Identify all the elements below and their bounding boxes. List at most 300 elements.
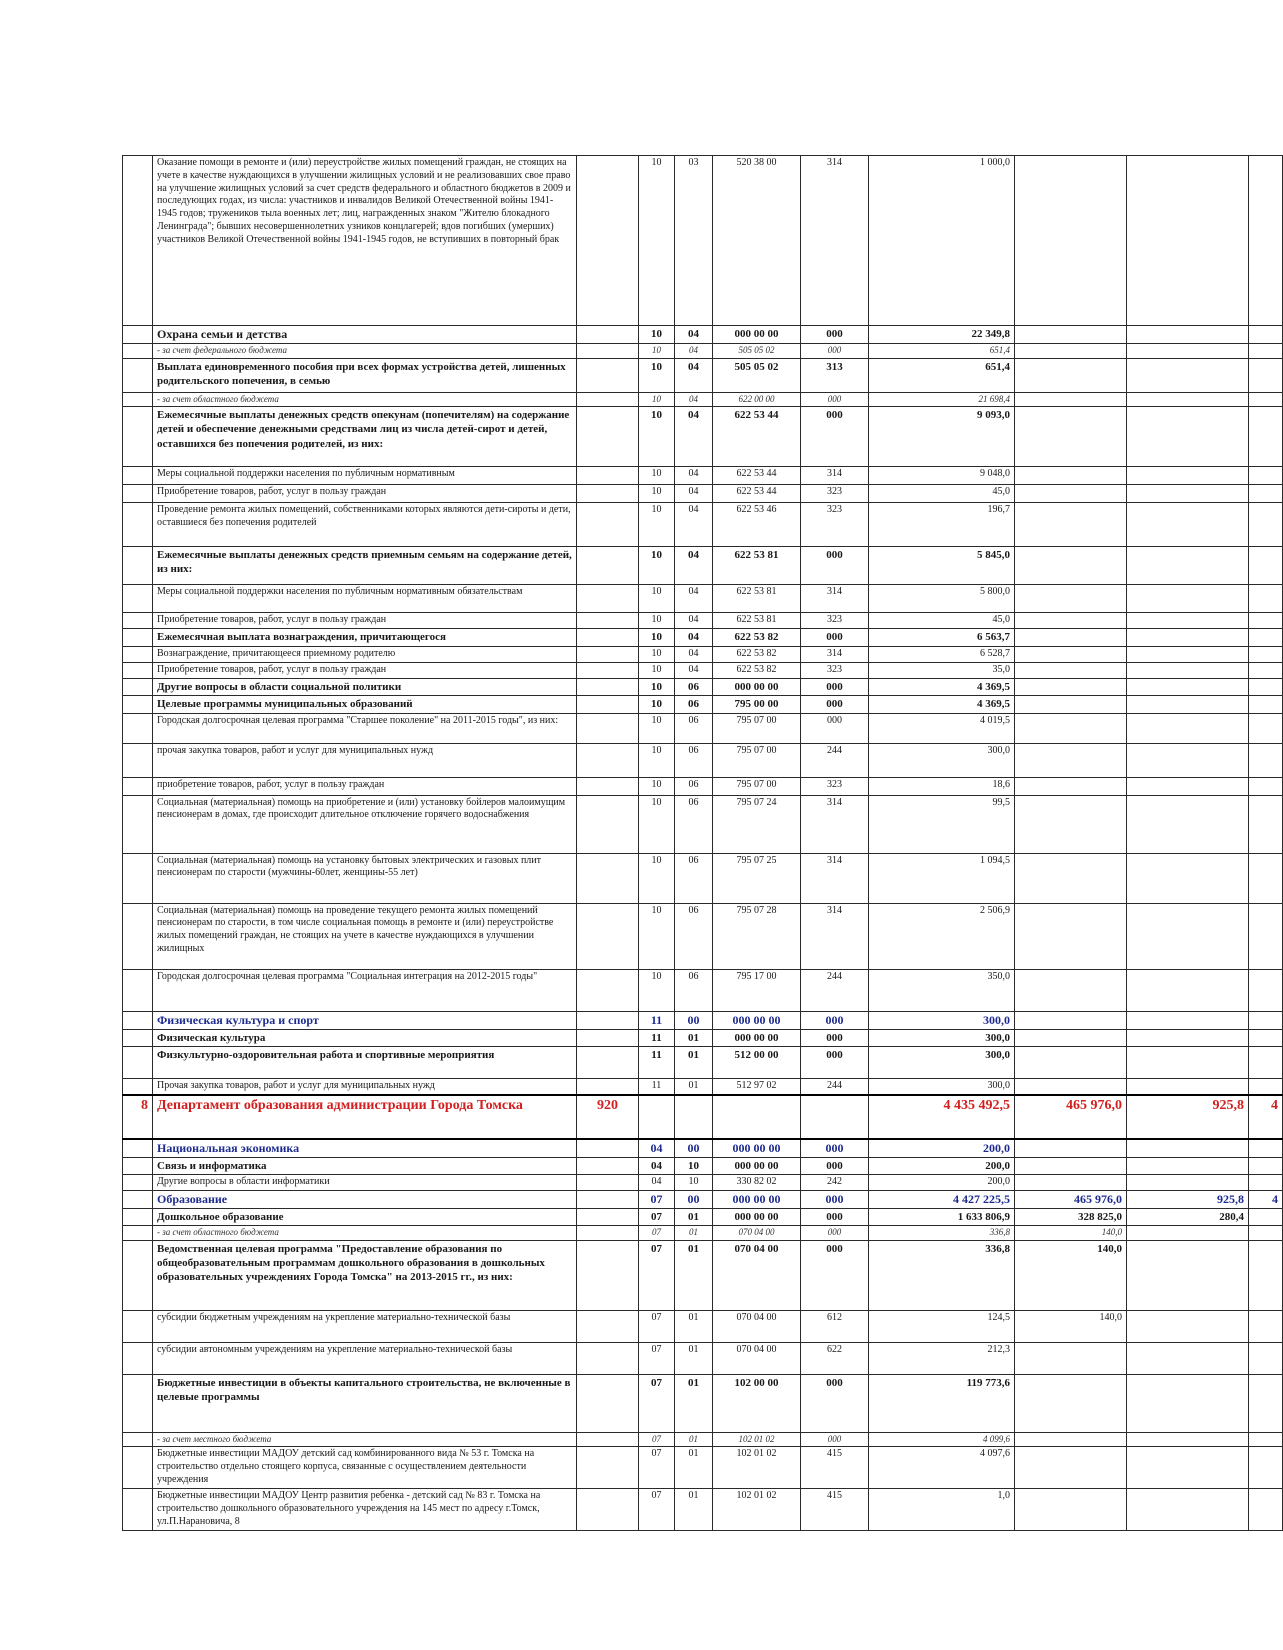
cell-s4 xyxy=(1249,1209,1283,1226)
cell-rz: 10 xyxy=(639,696,675,713)
cell-vedom xyxy=(577,547,639,585)
cell-name: Связь и информатика xyxy=(153,1158,577,1175)
cell-rz: 07 xyxy=(639,1310,675,1342)
cell-csr: 622 53 82 xyxy=(713,647,801,663)
cell-csr: 622 53 81 xyxy=(713,613,801,629)
cell-s1: 4 369,5 xyxy=(869,679,1015,696)
cell-s3 xyxy=(1127,696,1249,713)
cell-vr: 000 xyxy=(801,344,869,359)
cell-s4 xyxy=(1249,777,1283,795)
cell-num xyxy=(123,1489,153,1531)
cell-s1: 300,0 xyxy=(869,1078,1015,1094)
table-row xyxy=(123,795,1283,853)
cell-name: Меры социальной поддержки населения по публичным нормативным обязательствам xyxy=(153,585,577,613)
cell-name: - за счет областного бюджета xyxy=(153,1226,577,1241)
cell-name: Социальная (материальная) помощь на приобретение и (или) установку бойлеров малоимущим пенсионерам в домах, где происходит длительное отключение горячего водоснабжения xyxy=(153,795,577,853)
cell-num xyxy=(123,326,153,344)
cell-s1: 350,0 xyxy=(869,969,1015,1011)
cell-csr: 070 04 00 xyxy=(713,1342,801,1374)
cell-rz: 11 xyxy=(639,1011,675,1029)
cell-vedom xyxy=(577,1240,639,1310)
cell-pr: 10 xyxy=(675,1158,713,1175)
cell-s2 xyxy=(1015,485,1127,503)
cell-pr: 04 xyxy=(675,407,713,467)
cell-pr xyxy=(675,1095,713,1139)
cell-vr: 000 xyxy=(801,1139,869,1158)
cell-s1: 99,5 xyxy=(869,795,1015,853)
cell-num xyxy=(123,407,153,467)
cell-name: Вознаграждение, причитающееся приемному родителю xyxy=(153,647,577,663)
cell-vr xyxy=(801,1095,869,1139)
cell-s3 xyxy=(1127,326,1249,344)
table-row xyxy=(123,156,1283,326)
cell-s1: 196,7 xyxy=(869,503,1015,547)
cell-name: Другие вопросы в области информатики xyxy=(153,1175,577,1191)
table-row xyxy=(123,629,1283,647)
cell-s4: 4 xyxy=(1249,1095,1283,1139)
cell-vr: 000 xyxy=(801,1209,869,1226)
cell-vedom xyxy=(577,969,639,1011)
cell-csr: 622 53 82 xyxy=(713,629,801,647)
cell-rz: 10 xyxy=(639,392,675,407)
cell-csr: 512 97 02 xyxy=(713,1078,801,1094)
cell-name: Национальная экономика xyxy=(153,1139,577,1158)
cell-rz: 10 xyxy=(639,903,675,969)
cell-s1: 5 800,0 xyxy=(869,585,1015,613)
cell-pr: 06 xyxy=(675,713,713,743)
cell-name: прочая закупка товаров, работ и услуг для муниципальных нужд xyxy=(153,743,577,777)
cell-s3: 925,8 xyxy=(1127,1095,1249,1139)
cell-pr: 04 xyxy=(675,585,713,613)
cell-s2: 465 976,0 xyxy=(1015,1191,1127,1209)
cell-s1: 336,8 xyxy=(869,1240,1015,1310)
cell-rz: 07 xyxy=(639,1374,675,1432)
cell-s3 xyxy=(1127,1175,1249,1191)
cell-name: Социальная (материальная) помощь на проведение текущего ремонта жилых помещений пенсионерам по старости, в том числе социальная помощь в ремонте и (или) переустройстве жилых помещений граждан, не стоящих на учете в качестве нуждающихся в улучшении жилищных xyxy=(153,903,577,969)
cell-num xyxy=(123,467,153,485)
cell-s3 xyxy=(1127,647,1249,663)
cell-s3 xyxy=(1127,1342,1249,1374)
table-row xyxy=(123,1240,1283,1310)
cell-vr: 415 xyxy=(801,1447,869,1489)
cell-num xyxy=(123,1374,153,1432)
table-row xyxy=(123,585,1283,613)
table-row xyxy=(123,1374,1283,1432)
cell-vr: 000 xyxy=(801,713,869,743)
table-row xyxy=(123,679,1283,696)
cell-csr: 000 00 00 xyxy=(713,1139,801,1158)
cell-name: Городская долгосрочная целевая программа "Старшее поколение" на 2011-2015 годы", из них: xyxy=(153,713,577,743)
cell-s4 xyxy=(1249,903,1283,969)
cell-num xyxy=(123,1447,153,1489)
cell-s2: 140,0 xyxy=(1015,1226,1127,1241)
cell-name: Охрана семьи и детства xyxy=(153,326,577,344)
cell-s1: 4 019,5 xyxy=(869,713,1015,743)
cell-rz: 04 xyxy=(639,1175,675,1191)
cell-vr: 244 xyxy=(801,743,869,777)
cell-csr: 795 07 00 xyxy=(713,743,801,777)
cell-s3 xyxy=(1127,1374,1249,1432)
cell-num xyxy=(123,1078,153,1094)
cell-pr: 03 xyxy=(675,156,713,326)
cell-s3 xyxy=(1127,903,1249,969)
cell-s4 xyxy=(1249,679,1283,696)
cell-num xyxy=(123,1191,153,1209)
cell-s4 xyxy=(1249,485,1283,503)
cell-num xyxy=(123,647,153,663)
cell-pr: 04 xyxy=(675,629,713,647)
cell-s3 xyxy=(1127,743,1249,777)
cell-s4 xyxy=(1249,1175,1283,1191)
cell-vr: 323 xyxy=(801,485,869,503)
cell-vedom xyxy=(577,1158,639,1175)
table-row xyxy=(123,1046,1283,1078)
cell-vr: 242 xyxy=(801,1175,869,1191)
cell-name: Приобретение товаров, работ, услуг в пользу граждан xyxy=(153,613,577,629)
cell-vr: 000 xyxy=(801,1240,869,1310)
cell-s4 xyxy=(1249,1432,1283,1447)
cell-num xyxy=(123,1209,153,1226)
table-row xyxy=(123,743,1283,777)
cell-pr: 01 xyxy=(675,1240,713,1310)
cell-s3 xyxy=(1127,1310,1249,1342)
cell-vedom xyxy=(577,392,639,407)
cell-vr: 314 xyxy=(801,853,869,903)
cell-vr: 000 xyxy=(801,1191,869,1209)
table-row xyxy=(123,613,1283,629)
cell-vr: 313 xyxy=(801,358,869,392)
cell-s1: 1 094,5 xyxy=(869,853,1015,903)
cell-s2 xyxy=(1015,392,1127,407)
cell-name: - за счет федерального бюджета xyxy=(153,344,577,359)
cell-s3 xyxy=(1127,485,1249,503)
cell-rz: 10 xyxy=(639,663,675,679)
cell-s4 xyxy=(1249,392,1283,407)
cell-s3 xyxy=(1127,1489,1249,1531)
cell-s1: 300,0 xyxy=(869,1029,1015,1046)
cell-s1: 5 845,0 xyxy=(869,547,1015,585)
cell-pr: 04 xyxy=(675,613,713,629)
cell-s1: 300,0 xyxy=(869,743,1015,777)
cell-num xyxy=(123,663,153,679)
cell-num xyxy=(123,903,153,969)
cell-rz: 10 xyxy=(639,679,675,696)
cell-csr: 505 05 02 xyxy=(713,358,801,392)
cell-s1: 200,0 xyxy=(869,1139,1015,1158)
cell-pr: 04 xyxy=(675,392,713,407)
cell-s1: 4 427 225,5 xyxy=(869,1191,1015,1209)
cell-vr: 415 xyxy=(801,1489,869,1531)
cell-vr: 314 xyxy=(801,156,869,326)
cell-rz: 10 xyxy=(639,407,675,467)
cell-vedom xyxy=(577,743,639,777)
cell-vr: 000 xyxy=(801,1432,869,1447)
cell-rz: 10 xyxy=(639,344,675,359)
cell-s1: 200,0 xyxy=(869,1175,1015,1191)
cell-s4 xyxy=(1249,1342,1283,1374)
cell-rz: 10 xyxy=(639,585,675,613)
cell-s3 xyxy=(1127,679,1249,696)
table-row xyxy=(123,344,1283,359)
cell-name: Прочая закупка товаров, работ и услуг для муниципальных нужд xyxy=(153,1078,577,1094)
cell-num xyxy=(123,1139,153,1158)
budget-table-body xyxy=(123,156,1283,1531)
table-row xyxy=(123,647,1283,663)
cell-vedom xyxy=(577,485,639,503)
cell-s2 xyxy=(1015,407,1127,467)
cell-csr: 330 82 02 xyxy=(713,1175,801,1191)
cell-s2 xyxy=(1015,1139,1127,1158)
cell-rz: 11 xyxy=(639,1029,675,1046)
cell-rz: 07 xyxy=(639,1489,675,1531)
cell-vedom: 920 xyxy=(577,1095,639,1139)
cell-vedom xyxy=(577,853,639,903)
cell-pr: 01 xyxy=(675,1046,713,1078)
cell-num xyxy=(123,585,153,613)
cell-s1: 4 435 492,5 xyxy=(869,1095,1015,1139)
cell-rz: 10 xyxy=(639,647,675,663)
cell-name: Другие вопросы в области социальной политики xyxy=(153,679,577,696)
cell-vedom xyxy=(577,1447,639,1489)
cell-s2 xyxy=(1015,1158,1127,1175)
cell-s1: 4 099,6 xyxy=(869,1432,1015,1447)
cell-name: Приобретение товаров, работ, услуг в пользу граждан xyxy=(153,663,577,679)
cell-num xyxy=(123,485,153,503)
cell-s2 xyxy=(1015,358,1127,392)
cell-pr: 01 xyxy=(675,1432,713,1447)
cell-rz: 07 xyxy=(639,1432,675,1447)
cell-pr: 06 xyxy=(675,696,713,713)
table-row xyxy=(123,392,1283,407)
cell-s1: 2 506,9 xyxy=(869,903,1015,969)
cell-csr: 000 00 00 xyxy=(713,1011,801,1029)
cell-s3 xyxy=(1127,503,1249,547)
table-row xyxy=(123,696,1283,713)
cell-s2 xyxy=(1015,647,1127,663)
cell-vr: 000 xyxy=(801,326,869,344)
cell-rz: 07 xyxy=(639,1240,675,1310)
cell-vedom xyxy=(577,679,639,696)
table-row xyxy=(123,1139,1283,1158)
cell-s2: 140,0 xyxy=(1015,1310,1127,1342)
cell-s4 xyxy=(1249,696,1283,713)
cell-name: Физкультурно-оздоровительная работа и спортивные мероприятия xyxy=(153,1046,577,1078)
cell-s3: 925,8 xyxy=(1127,1191,1249,1209)
cell-num: 8 xyxy=(123,1095,153,1139)
cell-vr: 000 xyxy=(801,1226,869,1241)
cell-vedom xyxy=(577,1175,639,1191)
cell-csr: 795 07 28 xyxy=(713,903,801,969)
cell-s3 xyxy=(1127,1447,1249,1489)
cell-vedom xyxy=(577,1310,639,1342)
cell-name: Физическая культура и спорт xyxy=(153,1011,577,1029)
cell-pr: 01 xyxy=(675,1226,713,1241)
cell-csr: 000 00 00 xyxy=(713,1209,801,1226)
cell-vedom xyxy=(577,407,639,467)
cell-num xyxy=(123,392,153,407)
cell-csr: 622 00 00 xyxy=(713,392,801,407)
cell-vr: 314 xyxy=(801,795,869,853)
table-row xyxy=(123,853,1283,903)
cell-pr: 06 xyxy=(675,743,713,777)
cell-csr: 622 53 81 xyxy=(713,547,801,585)
cell-num xyxy=(123,1310,153,1342)
cell-vedom xyxy=(577,1078,639,1094)
cell-vedom xyxy=(577,1342,639,1374)
cell-s3: 280,4 xyxy=(1127,1209,1249,1226)
cell-name: приобретение товаров, работ, услуг в пользу граждан xyxy=(153,777,577,795)
cell-csr: 520 38 00 xyxy=(713,156,801,326)
cell-num xyxy=(123,1158,153,1175)
cell-csr: 070 04 00 xyxy=(713,1226,801,1241)
cell-pr: 04 xyxy=(675,467,713,485)
cell-vedom xyxy=(577,647,639,663)
cell-s2 xyxy=(1015,1447,1127,1489)
cell-s1: 9 048,0 xyxy=(869,467,1015,485)
cell-vedom xyxy=(577,629,639,647)
cell-s4 xyxy=(1249,1447,1283,1489)
cell-vedom xyxy=(577,1029,639,1046)
cell-name: Выплата единовременного пособия при всех формах устройства детей, лишенных родительского попечения, в семью xyxy=(153,358,577,392)
cell-s4 xyxy=(1249,407,1283,467)
cell-s4 xyxy=(1249,156,1283,326)
cell-s4 xyxy=(1249,713,1283,743)
cell-name: Дошкольное образование xyxy=(153,1209,577,1226)
cell-vr: 000 xyxy=(801,1029,869,1046)
table-row xyxy=(123,485,1283,503)
cell-num xyxy=(123,613,153,629)
cell-pr: 04 xyxy=(675,344,713,359)
cell-s4 xyxy=(1249,663,1283,679)
cell-name: Меры социальной поддержки населения по публичным нормативным xyxy=(153,467,577,485)
cell-num xyxy=(123,969,153,1011)
cell-rz: 10 xyxy=(639,547,675,585)
cell-csr xyxy=(713,1095,801,1139)
cell-s2: 140,0 xyxy=(1015,1240,1127,1310)
cell-pr: 01 xyxy=(675,1374,713,1432)
cell-rz: 07 xyxy=(639,1191,675,1209)
cell-csr: 795 00 00 xyxy=(713,696,801,713)
cell-rz: 07 xyxy=(639,1342,675,1374)
cell-rz: 10 xyxy=(639,777,675,795)
cell-s1: 200,0 xyxy=(869,1158,1015,1175)
cell-name: Ежемесячные выплаты денежных средств приемным семьям на содержание детей, из них: xyxy=(153,547,577,585)
cell-vedom xyxy=(577,326,639,344)
table-row xyxy=(123,969,1283,1011)
cell-num xyxy=(123,629,153,647)
cell-vedom xyxy=(577,344,639,359)
cell-s2 xyxy=(1015,743,1127,777)
cell-vedom xyxy=(577,1046,639,1078)
cell-csr: 622 53 44 xyxy=(713,407,801,467)
cell-s1: 21 698,4 xyxy=(869,392,1015,407)
cell-num xyxy=(123,1011,153,1029)
cell-name: Городская долгосрочная целевая программа "Социальная интеграция на 2012-2015 годы" xyxy=(153,969,577,1011)
cell-s1: 124,5 xyxy=(869,1310,1015,1342)
table-row xyxy=(123,713,1283,743)
table-row xyxy=(123,903,1283,969)
cell-s3 xyxy=(1127,1240,1249,1310)
cell-pr: 04 xyxy=(675,503,713,547)
cell-vedom xyxy=(577,696,639,713)
cell-vr: 000 xyxy=(801,547,869,585)
cell-csr: 622 53 44 xyxy=(713,485,801,503)
cell-s4 xyxy=(1249,1158,1283,1175)
cell-pr: 06 xyxy=(675,969,713,1011)
cell-s2 xyxy=(1015,613,1127,629)
cell-s1: 212,3 xyxy=(869,1342,1015,1374)
cell-csr: 102 01 02 xyxy=(713,1489,801,1531)
cell-s2 xyxy=(1015,547,1127,585)
cell-s2 xyxy=(1015,679,1127,696)
cell-rz: 10 xyxy=(639,467,675,485)
cell-s4 xyxy=(1249,1011,1283,1029)
cell-rz xyxy=(639,1095,675,1139)
cell-csr: 000 00 00 xyxy=(713,326,801,344)
table-row xyxy=(123,1191,1283,1209)
cell-rz: 10 xyxy=(639,853,675,903)
cell-pr: 01 xyxy=(675,1078,713,1094)
cell-vr: 314 xyxy=(801,903,869,969)
cell-vr: 612 xyxy=(801,1310,869,1342)
cell-s2 xyxy=(1015,1432,1127,1447)
cell-vedom xyxy=(577,1432,639,1447)
cell-s2 xyxy=(1015,1175,1127,1191)
table-row xyxy=(123,1095,1283,1139)
cell-s4 xyxy=(1249,1240,1283,1310)
cell-s3 xyxy=(1127,1046,1249,1078)
cell-name: Ведомственная целевая программа "Предоставление образования по общеобразовательным программам дошкольного образования в дошкольных образовательных учреждениях Города Томска" на 2013-2015 гг., из них: xyxy=(153,1240,577,1310)
cell-s3 xyxy=(1127,713,1249,743)
cell-s3 xyxy=(1127,969,1249,1011)
cell-vr: 000 xyxy=(801,407,869,467)
table-row xyxy=(123,358,1283,392)
cell-vedom xyxy=(577,1374,639,1432)
cell-s2 xyxy=(1015,713,1127,743)
cell-csr: 622 53 82 xyxy=(713,663,801,679)
cell-name: Ежемесячные выплаты денежных средств опекунам (попечителям) на содержание детей и обеспечение денежными средствами лиц из числа детей-сирот и детей, оставшихся без попечения родителей, из них: xyxy=(153,407,577,467)
cell-vr: 622 xyxy=(801,1342,869,1374)
cell-name: Физическая культура xyxy=(153,1029,577,1046)
cell-s1: 300,0 xyxy=(869,1046,1015,1078)
table-row xyxy=(123,1011,1283,1029)
cell-num xyxy=(123,1046,153,1078)
cell-name: Образование xyxy=(153,1191,577,1209)
cell-s3 xyxy=(1127,1158,1249,1175)
cell-rz: 07 xyxy=(639,1226,675,1241)
cell-s2 xyxy=(1015,629,1127,647)
cell-rz: 04 xyxy=(639,1139,675,1158)
cell-num xyxy=(123,713,153,743)
table-row xyxy=(123,1158,1283,1175)
cell-s3 xyxy=(1127,1078,1249,1094)
cell-s1: 1 633 806,9 xyxy=(869,1209,1015,1226)
budget-table xyxy=(122,155,1283,1531)
cell-pr: 01 xyxy=(675,1342,713,1374)
cell-num xyxy=(123,547,153,585)
cell-num xyxy=(123,679,153,696)
cell-pr: 00 xyxy=(675,1191,713,1209)
cell-pr: 00 xyxy=(675,1011,713,1029)
cell-s4 xyxy=(1249,1489,1283,1531)
cell-rz: 10 xyxy=(639,156,675,326)
cell-s2 xyxy=(1015,777,1127,795)
cell-s4 xyxy=(1249,1029,1283,1046)
cell-name: Проведение ремонта жилых помещений, собственниками которых являются дети-сироты и дети, оставшиеся без попечения родителей xyxy=(153,503,577,547)
cell-name: Бюджетные инвестиции МАДОУ детский сад комбинированного вида № 53 г. Томска на строительство отдельно стоящего корпуса, связанные с осуществлением деятельности учреждения xyxy=(153,1447,577,1489)
cell-s1: 18,6 xyxy=(869,777,1015,795)
cell-s3 xyxy=(1127,547,1249,585)
